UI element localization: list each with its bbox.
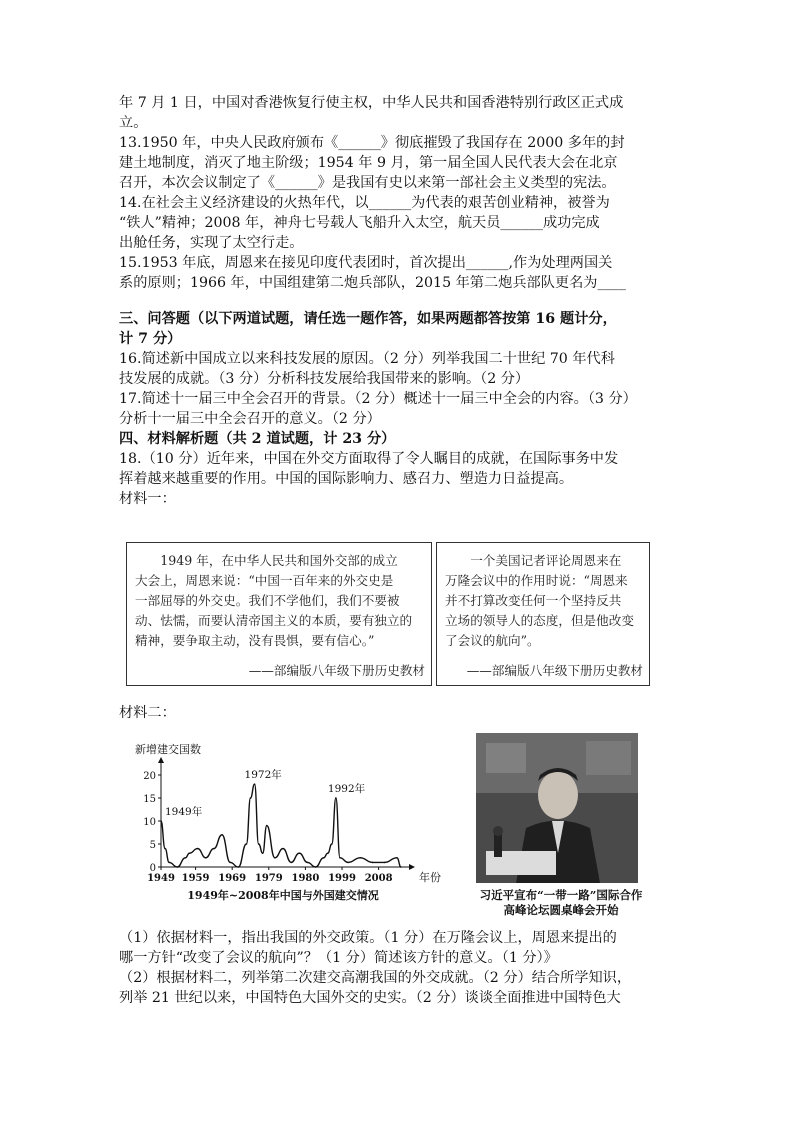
data-point bbox=[246, 843, 248, 845]
quote-line: 精神，要争取主动，没有畏惧，要有信心。” bbox=[135, 633, 375, 648]
x-tick-label: 1979 bbox=[254, 873, 283, 884]
peak-annotation: 1972年 bbox=[244, 769, 282, 782]
quote-source: ——部编版八年级下册历史教材 bbox=[248, 663, 425, 678]
photo-caption-line: 习近平宣布“一带一路”国际合作 bbox=[479, 888, 643, 902]
x-tick-label: 2008 bbox=[364, 873, 393, 884]
section3-title: 三、问答题（以下两道试题，请任选一题作答，如果两题都答按第 16 题计分， bbox=[119, 311, 617, 327]
data-point bbox=[250, 797, 252, 799]
peak-annotation: 1992年 bbox=[327, 783, 366, 795]
data-point bbox=[262, 852, 264, 854]
x-tick-label: 1980 bbox=[291, 873, 320, 884]
data-point bbox=[266, 825, 268, 827]
data-point bbox=[164, 848, 166, 850]
data-point bbox=[282, 848, 284, 850]
summit-photo bbox=[476, 733, 638, 883]
photo-caption bbox=[466, 888, 656, 918]
x-axis-arrow bbox=[409, 864, 415, 870]
data-point bbox=[384, 862, 386, 864]
sub-question-1: （1）依据材料一，指出我国的外交政策。（1 分）在万隆会议上，周恩来提出的 bbox=[119, 930, 617, 946]
y-tick-label: 5 bbox=[149, 840, 156, 851]
section4-title: 四、材料解析题（共 2 道试题，计 23 分） bbox=[119, 431, 396, 447]
text-line: 哪一方针“改变了会议的航向”？（1 分）简述该方针的意义。（1 分）》 bbox=[119, 950, 558, 966]
data-point bbox=[290, 862, 292, 864]
data-point bbox=[160, 820, 162, 822]
y-tick-label: 15 bbox=[143, 794, 156, 805]
data-point bbox=[254, 783, 256, 785]
data-point bbox=[307, 862, 309, 864]
data-point bbox=[189, 852, 191, 854]
question-14: 14.在社会主义经济建设的火热年代，以______为代表的艰苦创业精神，被誉为 bbox=[119, 195, 610, 211]
data-point bbox=[327, 852, 329, 854]
data-point bbox=[400, 866, 402, 868]
series-line bbox=[161, 784, 401, 867]
question-15: 15.1953 年底，周恩来在接见印度代表团时，首次提出______,作为处理两国关 bbox=[119, 255, 613, 271]
question-16: 16.简述新中国成立以来科技发展的原因。（2 分）列举我国二十世纪 70 年代科 bbox=[119, 351, 615, 367]
quote-line: 立场的领导人的态度，但是他改变 bbox=[445, 613, 634, 628]
data-point bbox=[168, 862, 170, 864]
material1-boxes bbox=[126, 542, 650, 686]
text-line: 召开，本次会议制定了《______》是我国有史以来第一部社会主义类型的宪法。 bbox=[119, 175, 616, 191]
quote-line: 1949 年，在中华人民共和国外交部的成立 bbox=[135, 553, 398, 568]
material2-label: 材料二： bbox=[119, 705, 176, 721]
photo-caption-line: 高峰论坛圆桌峰会开始 bbox=[503, 903, 619, 917]
quote-line: 一部屈辱的外交史。我们不学他们，我们不要被 bbox=[135, 593, 400, 608]
y-axis-label: 新增建交国数 bbox=[135, 743, 201, 756]
x-tick-label: 1969 bbox=[218, 873, 247, 884]
data-point bbox=[347, 862, 349, 864]
data-point bbox=[323, 857, 325, 859]
quote-source: ——部编版八年级下册历史教材 bbox=[466, 663, 643, 678]
data-point bbox=[331, 843, 333, 845]
data-point bbox=[339, 857, 341, 859]
quote-line: 一个美国记者评论周恩来在 bbox=[445, 553, 622, 568]
sub-questions bbox=[119, 928, 679, 1008]
y-tick-label: 20 bbox=[143, 771, 156, 782]
quote-line: 动、怯懦，而要认清帝国主义的本质，要有独立的 bbox=[135, 613, 413, 628]
data-point bbox=[372, 862, 374, 864]
y-tick-label: 0 bbox=[149, 863, 156, 874]
data-point bbox=[360, 857, 362, 859]
question-18-cont: 挥着越来越重要的作用。中国的国际影响力、感召力、塑造力日益提高。 bbox=[119, 471, 574, 487]
sub-question-2: （2）根据材料二，列举第二次建交高潮我国的外交成就。（2 分）结合所学知识， bbox=[119, 970, 632, 986]
section3-title-cont: 计 7 分） bbox=[119, 331, 182, 347]
diplomacy-line-chart bbox=[133, 735, 441, 915]
data-point bbox=[205, 857, 207, 859]
y-axis-arrow bbox=[158, 757, 164, 763]
data-point bbox=[237, 866, 239, 868]
question-13: 13.1950 年，中央人民政府颁布《______》彻底摧毁了我国存在 2000 多年的封 bbox=[119, 135, 625, 151]
quote-line: 万隆会议中的作用时说：“周恩来 bbox=[445, 573, 628, 588]
quote-line: 并不打算改变任何一个坚持反共 bbox=[445, 593, 622, 608]
data-point bbox=[197, 848, 199, 850]
quote-box-1 bbox=[126, 542, 432, 686]
x-tick-label: 1949 bbox=[147, 873, 175, 884]
quote-line: 大会上，周恩来说：“中国一百年来的外交史是 bbox=[135, 573, 394, 588]
question-16-cont: 技发展的成就。（3 分）分析科技发展给我国带来的影响。（2 分） bbox=[119, 371, 530, 387]
quote-box-2 bbox=[436, 542, 650, 686]
x-tick-label: 1959 bbox=[181, 873, 210, 884]
question-18: 18.（10 分）近年来，中国在外交方面取得了令人瞩目的成就，在国际事务中发 bbox=[119, 451, 619, 467]
text-line: “铁人”精神；2008 年，神舟七号载人飞船升入太空，航天员______成功完成 bbox=[119, 215, 600, 231]
quote-line: 了会议的航向”。 bbox=[445, 633, 540, 648]
text-line: 出舱任务，实现了太空行走。 bbox=[119, 235, 304, 251]
text-line: 建土地制度，消灭了地主阶级；1954 年 9 月，第一届全国人民代表大会在北京 bbox=[119, 155, 618, 171]
text-line: 系的原则；1966 年，中国组建第二炮兵部队，2015 年第二炮兵部队更名为____ bbox=[119, 275, 626, 291]
data-point bbox=[315, 866, 317, 868]
x-tick-label: 1999 bbox=[328, 873, 356, 884]
text-line: 立。 bbox=[119, 115, 148, 131]
data-point bbox=[258, 843, 260, 845]
data-point bbox=[185, 857, 187, 859]
question-17: 17.简述十一届三中全会召开的背景。（2 分）概述十一届三中全会的内容。（3 分） bbox=[119, 391, 637, 407]
peak-annotation: 1949年 bbox=[165, 806, 203, 818]
data-point bbox=[274, 857, 276, 859]
data-point bbox=[229, 862, 231, 864]
x-axis-label: 年份 bbox=[419, 871, 441, 884]
data-point bbox=[176, 866, 178, 868]
speaker-photo-illustration bbox=[476, 733, 638, 883]
chart-title: 1949年~2008年中国与外国建交情况 bbox=[187, 889, 379, 902]
y-tick-label: 10 bbox=[143, 817, 156, 828]
data-point bbox=[213, 848, 215, 850]
data-point bbox=[299, 852, 301, 854]
text-line: 列举 21 世纪以来，中国特色大国外交的史实。（2 分）谈谈全面推进中国特色大 bbox=[119, 990, 621, 1006]
data-point bbox=[221, 834, 223, 836]
question-17-cont: 分析十一届三中全会召开的意义。（2 分） bbox=[119, 411, 381, 427]
material1-label: 材料一： bbox=[119, 491, 176, 507]
data-point bbox=[396, 857, 398, 859]
question-text bbox=[119, 93, 679, 509]
data-point bbox=[335, 797, 337, 799]
text-line: 年 7 月 1 日，中国对香港恢复行使主权，中华人民共和国香港特别行政区正式成 bbox=[119, 95, 624, 111]
